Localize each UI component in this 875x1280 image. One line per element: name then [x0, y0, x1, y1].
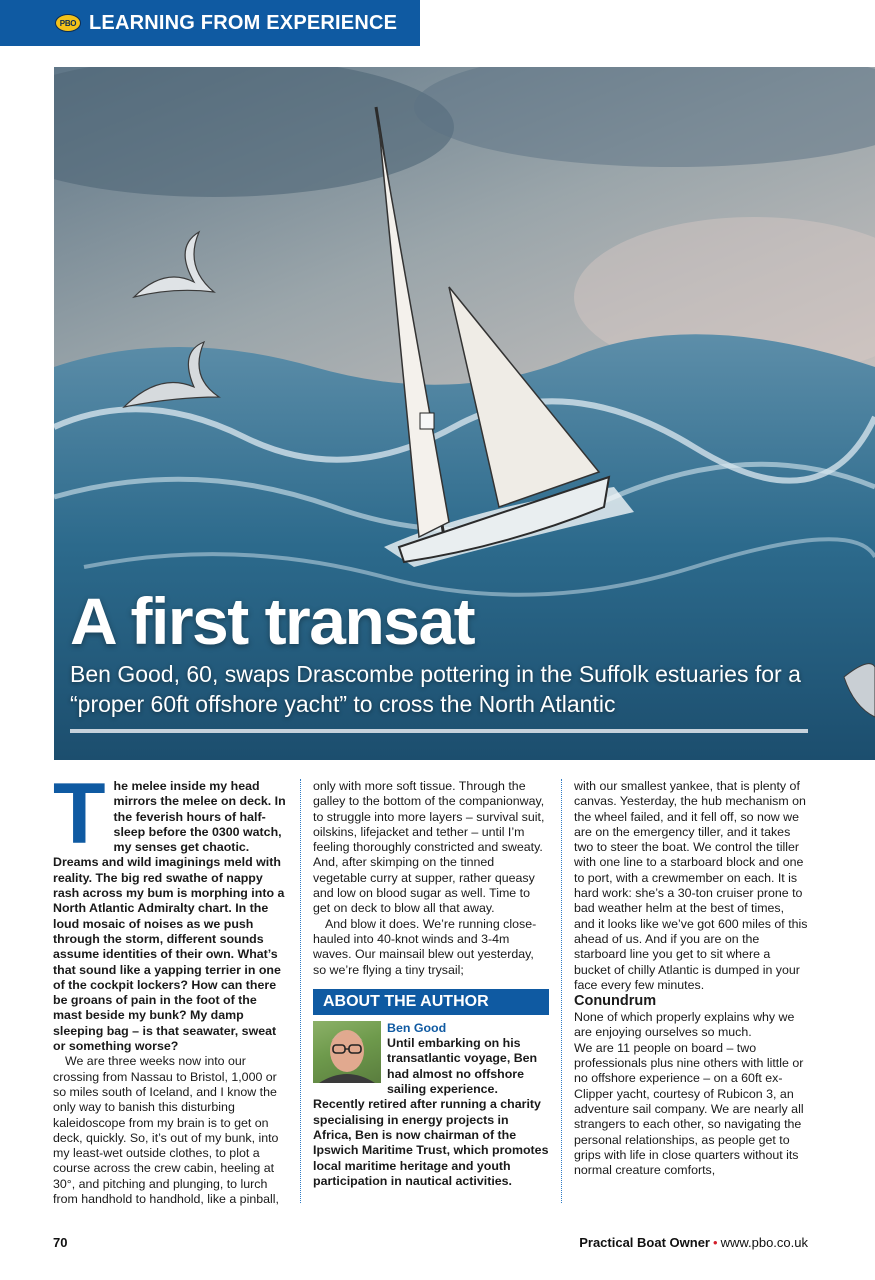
- paragraph: And blow it does. We’re running close-hauled into 40-knot winds and 3-4m waves. Our mainsail blew out yesterday, so we’re flying a tiny trysail;: [313, 916, 537, 977]
- paragraph: only with more soft tissue. Through the galley to the bottom of the companionway, to struggle into more layers – survival suit, oilskins, lifejacket and tether – until I’m feeling thoroughly constricted and sweaty. And, after skimping on the tinned vegetable curry at supper, rather queasy and low on blood sugar as well. Time to get on deck to blow all that away.: [313, 779, 545, 916]
- website-link: www.pbo.co.uk: [720, 1235, 808, 1250]
- subheading: Conundrum: [574, 993, 657, 1010]
- paragraph: We are 11 people on board – two professionals plus nine others with little or no offshore experience – on a 60ft ex-Clipper yacht, courtesy of Rubicon 3, an adventure sail company. We are nearly all strangers to each other, so navigating the personal relationships, as people get to grips with life in close quarters without its normal creature comforts,: [574, 1040, 804, 1178]
- paragraph: with our smallest yankee, that is plenty of canvas. Yesterday, the hub mechanism on the wheel failed, and it fell off, so now we are on the emergency tiller, and it takes two to steer the boat. We control the tiller with one line to a starboard block and one to port, with a crewmember on each. It is hard work: she’s a 30-ton cruiser prone to bad weather helm at the best of times, and it looks like we’ve got 600 miles of this ahead of us. And if you are on the starboard line you get to sit where a bucket of chilly Atlantic is dumped in your face every few minutes.: [574, 779, 808, 992]
- section-banner: [0, 0, 420, 46]
- article-column-2: [313, 779, 549, 1189]
- author-name: Ben Good: [387, 1020, 447, 1035]
- article-column-1: [53, 766, 289, 1207]
- magazine-name: Practical Boat Owner: [579, 1235, 710, 1250]
- footer-separator: •: [713, 1235, 718, 1250]
- page-number: 70: [53, 1235, 68, 1250]
- author-portrait-icon: [313, 1021, 381, 1083]
- about-the-author-box: [313, 989, 549, 1189]
- section-title: LEARNING FROM EXPERIENCE: [89, 11, 398, 34]
- hero-divider: [70, 729, 808, 733]
- standfirst: Ben Good, 60, swaps Drascombe pottering in the Suffolk estuaries for a “proper 60ft offshore yacht” to cross the North Atlantic: [70, 661, 801, 717]
- drop-cap: T: [53, 766, 106, 862]
- paragraph: None of which properly explains why we are enjoying ourselves so much.: [574, 1010, 795, 1040]
- author-photo: [313, 1021, 381, 1083]
- article-intro: he melee inside my head mirrors the melee on deck. In the feverish hours of half-sleep before the 0300 watch, my senses get chaotic. Dreams and wild imaginings meld with reality. The big red swathe of nappy rash across my bum is morphing into a North Atlantic Admiralty chart. In the loud mosaic of noises as we push through the storm, different sounds assume identities of their own. What’s that sound like a yapping terrier in one of the cockpit lockers? How can there be groans of pain in the foot of the mast beside my bunk? My damp sleeping bag – is that seawater, sweat or something worse?: [53, 779, 286, 1054]
- author-bio: Until embarking on his transatlantic voyage, Ben had almost no offshore sailing experience. Recently retired after running a charity specialising in energy projects in Africa, Ben is now chairman of the Ipswich Maritime Trust, which promotes local maritime heritage and youth participation in nautical activities.: [313, 1036, 549, 1188]
- pbo-logo-icon: PBO: [55, 14, 81, 32]
- paragraph: We are three weeks now into our crossing from Nassau to Bristol, 1,000 or so miles south of Iceland, and I know the only way to banish this disturbing kaleidoscope from my brain is to get on deck, quickly. So, it’s out of my bunk, into my least-wet outside clothes, to plot a course across the crew cabin, heeling at 30°, and pitching and plunging, to lurch from handhold to handhold, like a pinball,: [53, 1054, 279, 1207]
- column-divider: [561, 779, 562, 1203]
- page-footer: [579, 1235, 808, 1250]
- hero-illustration: [54, 67, 875, 760]
- column-divider: [300, 779, 301, 1203]
- headline: A first transat: [70, 584, 475, 658]
- article-column-3: [574, 779, 808, 1178]
- author-box-heading: ABOUT THE AUTHOR: [313, 989, 549, 1015]
